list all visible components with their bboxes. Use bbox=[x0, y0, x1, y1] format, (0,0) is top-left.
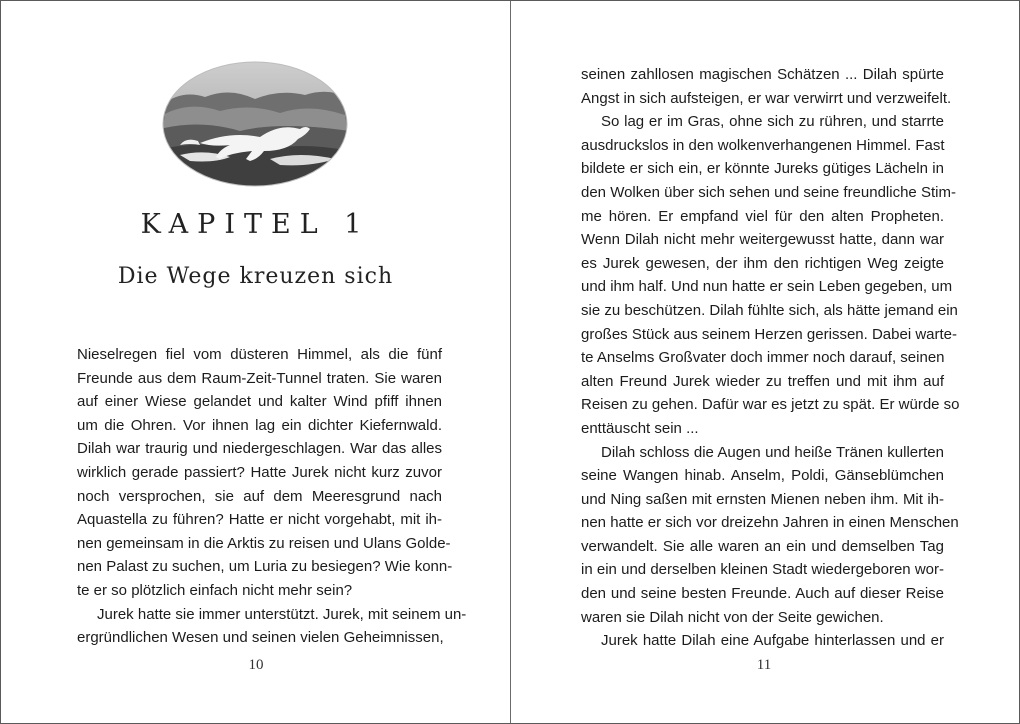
text-line: te Anselms Großvater doch immer noch darauf, seinen bbox=[581, 349, 945, 367]
text-line: ausdruckslos in den wolkenverhangenen Himmel. Fast bbox=[581, 136, 945, 154]
text-line: verwandelt. Sie alle waren an ein und demselben Tag bbox=[581, 537, 944, 555]
text-line: nen hatte er sich vor dreizehn Jahren in einen Menschen bbox=[581, 514, 959, 532]
right-page-body-text bbox=[581, 63, 960, 653]
text-line: in ein und derselben kleinen Stadt wiedergeboren wor- bbox=[581, 561, 944, 579]
page-number-right: 11 bbox=[756, 657, 772, 673]
chapter-title: Die Wege kreuzen sich bbox=[117, 264, 394, 289]
text-line: den und seine besten Freunde. Auch auf dieser Reise bbox=[581, 585, 944, 603]
left-page-body-text bbox=[77, 343, 467, 650]
text-line: waren sie Dilah nicht von der Seite gewichen. bbox=[581, 608, 884, 626]
text-line: und ihm half. Und nun hatte er sein Leben gegeben, um bbox=[581, 278, 953, 296]
text-line: großes Stück aus seinem Herzen gerissen. Dabei warte- bbox=[581, 325, 957, 343]
text-line: Dilah war traurig und niedergeschlagen. War das alles bbox=[77, 440, 442, 458]
text-line: nen Palast zu suchen, um Luria zu besiegen? Wie konn- bbox=[77, 558, 453, 576]
text-line: So lag er im Gras, ohne sich zu rühren, und starrte bbox=[601, 113, 944, 131]
text-line: seinen zahllosen magischen Schätzen ... Dilah spürte bbox=[581, 66, 944, 83]
text-line: ergründlichen Wesen und seinen vielen Geheimnissen, bbox=[77, 629, 444, 647]
text-line: alten Freund Jurek wieder zu treffen und mit ihm auf bbox=[581, 372, 944, 390]
text-line: sie zu beschützen. Dilah fühlte sich, als hätte jemand ein bbox=[581, 301, 958, 319]
text-line: Aquastella zu führen? Hatte er nicht vorgehabt, mit ih- bbox=[77, 511, 442, 529]
text-line: auf einer Wiese gelandet und kalter Wind pfiff ihnen bbox=[77, 393, 442, 411]
right-page bbox=[511, 1, 1019, 723]
text-line: enttäuscht sein ... bbox=[581, 419, 699, 437]
left-page bbox=[1, 1, 510, 723]
text-line: te er so plötzlich einfach nicht mehr sein? bbox=[77, 581, 353, 599]
text-line: Reisen zu gehen. Dafür war es jetzt zu spät. Er würde so bbox=[581, 396, 960, 414]
page-number-left: 10 bbox=[248, 657, 264, 673]
text-line: Dilah schloss die Augen und heiße Tränen kullerten bbox=[601, 443, 944, 461]
text-line: wirklich gerade passiert? Hatte Jurek nicht kurz zuvor bbox=[77, 463, 442, 481]
text-line: bildete er sich ein, er könnte Jureks gütiges Lächeln in bbox=[581, 160, 944, 178]
text-line: Wenn Dilah nicht mehr weitergewusst hatte, dann war bbox=[581, 231, 944, 249]
text-line: seine Wangen hinab. Anselm, Poldi, Gänseblümchen bbox=[581, 467, 944, 485]
text-line: Nieselregen fiel vom düsteren Himmel, als die fünf bbox=[77, 346, 442, 363]
text-line: es Jurek gewesen, der ihm den richtigen Weg zeigte bbox=[581, 254, 944, 272]
chapter-label: KAPITEL 1 bbox=[140, 209, 371, 240]
text-line: Jurek hatte sie immer unterstützt. Jurek, mit seinem un- bbox=[97, 605, 467, 623]
text-line: nen gemeinsam in die Arktis zu reisen und Ulans Golde- bbox=[77, 534, 451, 552]
text-line: Angst in sich aufsteigen, er war verwirrt und verzweifelt. bbox=[581, 89, 952, 107]
text-line: Freunde aus dem Raum-Zeit-Tunnel traten. Sie waren bbox=[77, 369, 442, 387]
text-line: um die Ohren. Vor ihnen lag ein dichter Kiefernwald. bbox=[77, 416, 442, 434]
text-line: me hören. Er empfand viel für den alten Propheten. bbox=[581, 207, 944, 225]
chapter-vignette-illustration bbox=[160, 59, 350, 189]
text-line: den Wolken über sich sehen und seine freundliche Stim- bbox=[581, 183, 956, 201]
text-line: und Ning saßen mit ernsten Mienen neben ihm. Mit ih- bbox=[581, 490, 944, 508]
text-line: noch versprochen, sie auf dem Meeresgrund nach bbox=[77, 487, 442, 505]
text-line: Jurek hatte Dilah eine Aufgabe hinterlassen und er bbox=[601, 632, 944, 650]
